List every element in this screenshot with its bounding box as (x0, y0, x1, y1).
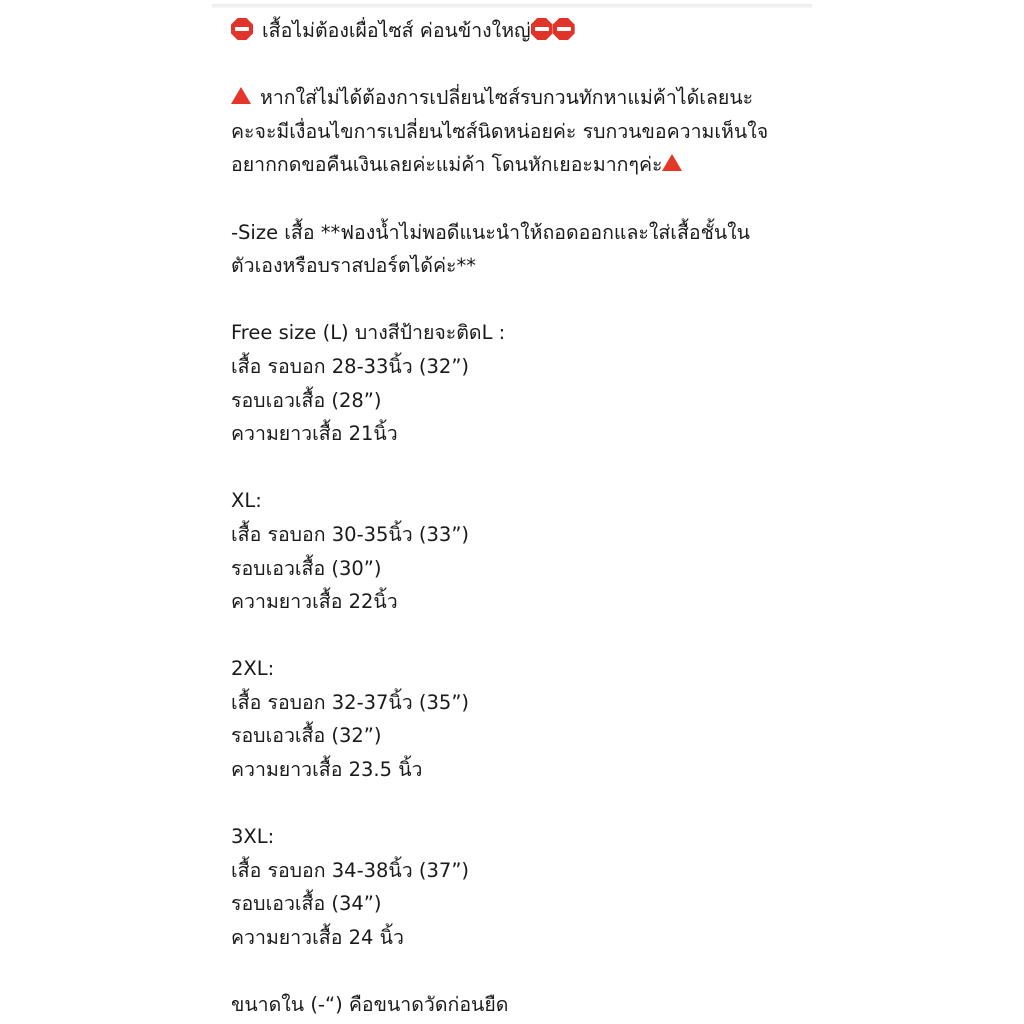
spacer (231, 182, 806, 216)
size-length: ความยาวเสื้อ 21นิ้ว (231, 422, 398, 446)
size-name: XL: (231, 489, 262, 513)
stop-sign-icon (231, 18, 253, 40)
size-note-line: ตัวเองหรือบราสปอร์ตได้ค่ะ** (231, 254, 476, 278)
size-length: ความยาวเสื้อ 23.5 นิ้ว (231, 758, 423, 782)
size-waist: รอบเอวเสื้อ (28”) (231, 388, 382, 412)
stop-sign-icon (531, 18, 553, 40)
size-name: Free size (L) บางสีป้ายจะติดL : (231, 321, 506, 345)
notice-title: เสื้อไม่ต้องเผื่อไซส์ ค่อนข้างใหญ่ (262, 19, 531, 42)
spacer (231, 787, 806, 821)
size-length: ความยาวเสื้อ 22นิ้ว (231, 590, 398, 614)
size-name: 2XL: (231, 657, 275, 681)
spacer (231, 451, 806, 485)
size-waist: รอบเอวเสื้อ (30”) (231, 556, 382, 580)
size-waist: รอบเอวเสื้อ (34”) (231, 892, 382, 916)
top-divider (212, 4, 812, 8)
size-length: ความยาวเสื้อ 24 นิ้ว (231, 926, 404, 950)
spacer (231, 283, 806, 317)
warning-triangle-icon (231, 87, 251, 104)
spacer (231, 955, 806, 989)
warning-text: อยากกดขอคืนเงินเลยค่ะแม่ค้า โดนหักเยอะมากๆค่ะ (231, 153, 663, 177)
size-name: 3XL: (231, 825, 275, 849)
notice-title-line (231, 14, 806, 48)
warning-line (231, 81, 806, 115)
size-chest: เสื้อ รอบอก 32-37นิ้ว (35”) (231, 690, 470, 714)
spacer (231, 48, 806, 82)
warning-line (231, 148, 806, 182)
warning-triangle-icon (662, 154, 682, 171)
product-description (231, 14, 806, 1022)
size-chest: เสื้อ รอบอก 34-38นิ้ว (37”) (231, 858, 470, 882)
size-chest: เสื้อ รอบอก 28-33นิ้ว (32”) (231, 354, 470, 378)
spacer (231, 619, 806, 653)
warning-text: หากใส่ไม่ได้ต้องการเปลี่ยนไซส์รบกวนทักหาแม่ค้าได้เลยนะ (260, 86, 754, 110)
size-waist: รอบเอวเสื้อ (32”) (231, 724, 382, 748)
size-chest: เสื้อ รอบอก 30-35นิ้ว (33”) (231, 522, 470, 546)
warning-line: คะจะมีเงื่อนไขการเปลี่ยนไซส์นิดหน่อยค่ะ รบกวนขอความเห็นใจ (231, 119, 769, 143)
size-note-line: -Size เสื้อ **ฟองน้ำไม่พอดีแนะนำให้ถอดออกและใส่เสื้อชั้นใน (231, 220, 750, 244)
footer-note: ขนาดใน (-“) คือขนาดวัดก่อนยืด (231, 993, 509, 1017)
stop-sign-icon (553, 18, 575, 40)
